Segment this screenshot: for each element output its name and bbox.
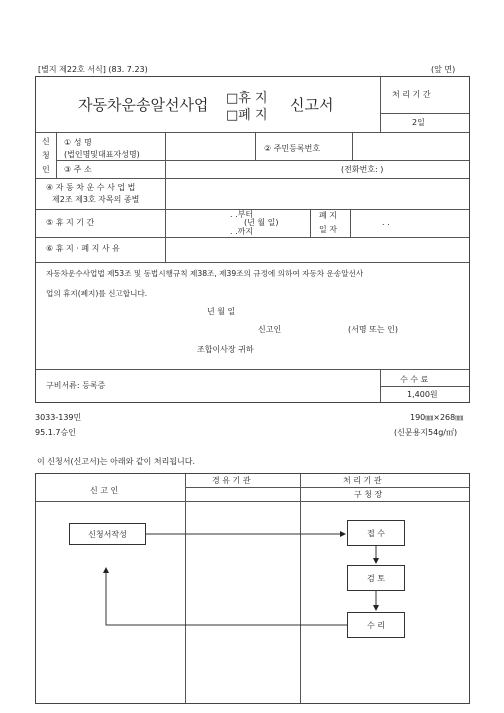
step-review: 검 토 bbox=[347, 565, 405, 591]
applicant-section-label-3: 인 bbox=[42, 165, 50, 174]
signature-label: (서명 또는 인) bbox=[348, 325, 398, 334]
column-via-agency: 경 유 기 관 bbox=[212, 476, 251, 485]
page-side-label: (앞 면) bbox=[431, 65, 456, 74]
business-type-label-1: ④ 자 동 차 운 수 사 업 법 bbox=[46, 183, 136, 192]
form-number: [별지 제22호 서식] (83. 7.23) bbox=[38, 65, 148, 74]
step-receive: 접 수 bbox=[347, 520, 405, 546]
business-type-label-2: 제2조 제3호 자목의 종별 bbox=[52, 195, 140, 204]
phone-label: (전화번호: ) bbox=[341, 165, 384, 174]
fee-label: 수 수 료 bbox=[400, 375, 429, 384]
fee-value: 1,400원 bbox=[407, 390, 438, 399]
arrow-return-to-reporter bbox=[106, 568, 347, 625]
step-write-application: 신청서작성 bbox=[69, 523, 146, 545]
name-sublabel: (법인명및대표자성명) bbox=[64, 150, 140, 159]
paper-size: 190㎜×268㎜ bbox=[410, 413, 464, 422]
applicant-section-label-2: 청 bbox=[42, 151, 50, 160]
recipient-label: 조합이사장 귀하 bbox=[197, 345, 254, 354]
closure-date-label-1: 폐 지 bbox=[319, 211, 337, 220]
address-label: ③ 주 소 bbox=[64, 165, 92, 174]
statement-date: 년 월 일 bbox=[207, 307, 236, 316]
title-prefix: 자동차운송알선사업 bbox=[78, 96, 209, 114]
name-label: ① 성 명 bbox=[64, 138, 92, 147]
process-intro: 이 신청서(신고서)는 아래와 같이 처리됩니다. bbox=[37, 457, 196, 466]
reporter-label: 신고인 bbox=[258, 325, 282, 334]
form-code: 3033-139민 bbox=[35, 413, 82, 422]
period-from: . .부터 bbox=[230, 210, 254, 219]
processing-period-label: 처 리 기 간 bbox=[392, 90, 431, 99]
resident-number-label: ② 주민등록번호 bbox=[264, 144, 321, 153]
column-reporter: 신 고 인 bbox=[90, 486, 119, 495]
column-processing-agency: 처 리 기 관 bbox=[343, 476, 382, 485]
approval-date: 95.1.7승인 bbox=[35, 428, 76, 437]
closure-date-placeholder: . . bbox=[382, 218, 390, 227]
closure-date-label-2: 일 자 bbox=[319, 225, 337, 234]
title-option-close: □폐 지 bbox=[226, 108, 268, 123]
period-to: . .까지 bbox=[230, 227, 254, 236]
processing-period-value: 2일 bbox=[412, 118, 425, 127]
applicant-section-label-1: 신 bbox=[42, 137, 50, 146]
title-option-rest: □휴 지 bbox=[226, 91, 268, 106]
period-label: ⑤ 휴 지 기 간 bbox=[46, 218, 95, 227]
title-suffix: 신고서 bbox=[290, 96, 334, 114]
column-district-head: 구 청 장 bbox=[354, 490, 383, 499]
statement-line-1: 자동차운수사업법 제53조 및 동법시행규칙 제38조, 제39조의 규정에 의하여 자동차 운송알선사 bbox=[46, 269, 364, 278]
reason-label: ⑥ 휴 지 · 폐 지 사 유 bbox=[46, 244, 120, 253]
period-days: (년 월 일) bbox=[244, 218, 279, 227]
step-accept: 수 리 bbox=[347, 612, 405, 638]
required-documents: 구비서류: 등록증 bbox=[46, 381, 106, 390]
statement-line-2: 업의 휴지(폐지)를 신고합니다. bbox=[46, 289, 148, 298]
paper-type: (신문용지54g/㎡) bbox=[394, 428, 458, 437]
